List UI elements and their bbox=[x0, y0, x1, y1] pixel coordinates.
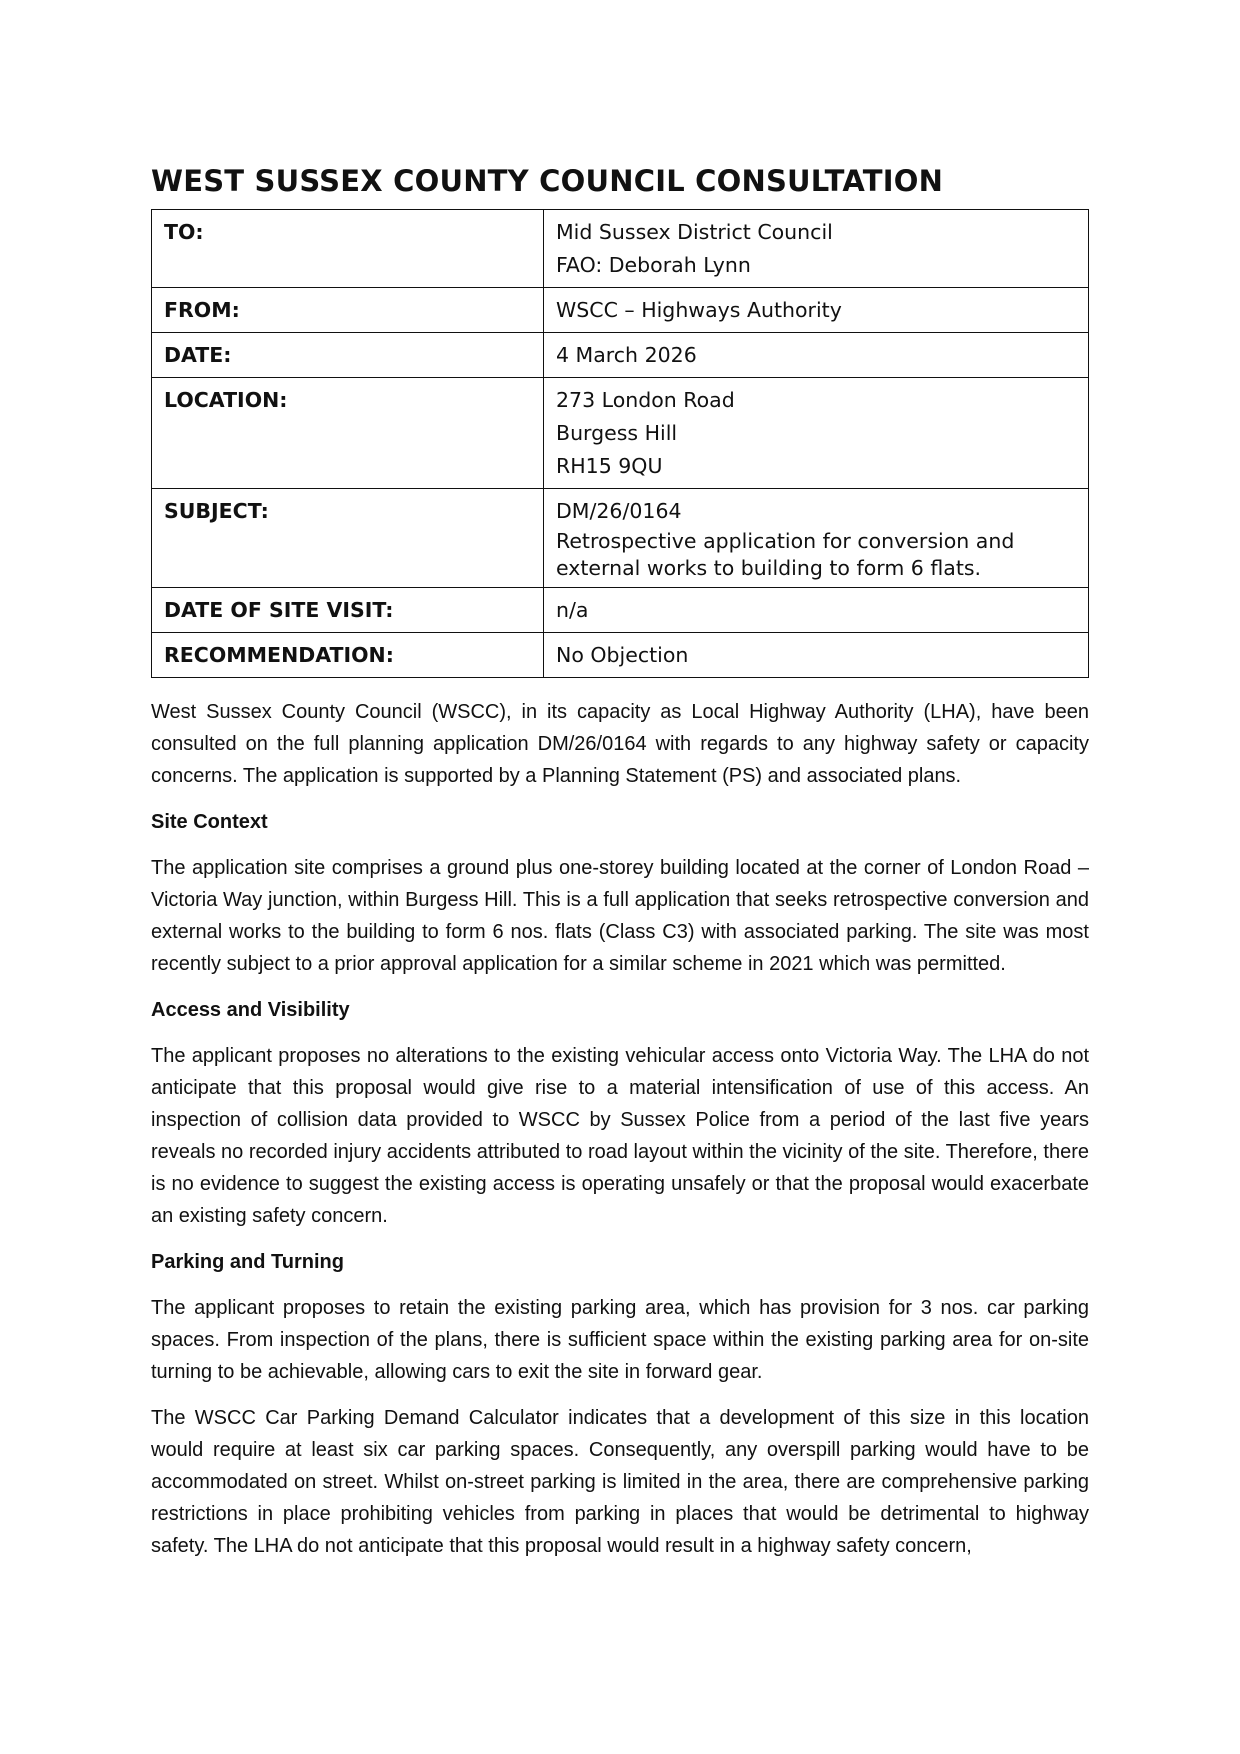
access-heading: Access and Visibility bbox=[151, 999, 350, 1021]
consultation-table bbox=[151, 209, 1089, 678]
value-line: external works to building to form 6 flats. bbox=[556, 556, 982, 580]
value-line: Burgess Hill bbox=[556, 421, 678, 445]
value-line: No Objection bbox=[556, 643, 689, 667]
row-value bbox=[544, 288, 1089, 333]
value-line: WSCC – Highways Authority bbox=[556, 298, 842, 322]
table-row-site-visit bbox=[152, 588, 1089, 633]
value-line: n/a bbox=[556, 598, 589, 622]
table-row-date bbox=[152, 333, 1089, 378]
value-line: DM/26/0164 bbox=[556, 499, 682, 523]
document-title: WEST SUSSEX COUNTY COUNCIL CONSULTATION bbox=[151, 164, 944, 198]
row-label: LOCATION: bbox=[152, 378, 544, 489]
row-value bbox=[544, 378, 1089, 489]
parking-heading: Parking and Turning bbox=[151, 1251, 344, 1273]
row-label: DATE OF SITE VISIT: bbox=[152, 588, 544, 633]
document-page bbox=[151, 161, 1089, 1562]
row-label: TO: bbox=[152, 210, 544, 288]
row-label: FROM: bbox=[152, 288, 544, 333]
value-line: RH15 9QU bbox=[556, 454, 663, 478]
row-value bbox=[544, 489, 1089, 588]
row-value bbox=[544, 633, 1089, 678]
access-paragraph: The applicant proposes no alterations to the existing vehicular access onto Victoria Way. The LHA do not anticipate that this proposal would give rise to a material intensification of use of this access. An inspection of collision data provided to WSCC by Sussex Police from a period of the last five years reveals no recorded injury accidents attributed to road layout within the vicinity of the site. Therefore, there is no evidence to suggest the existing access is operating unsafely or that the proposal would exacerbate an existing safety concern. bbox=[151, 1045, 1089, 1227]
value-line: 4 March 2026 bbox=[556, 343, 697, 367]
site-context-heading: Site Context bbox=[151, 811, 268, 833]
table-row-subject bbox=[152, 489, 1089, 588]
row-value bbox=[544, 333, 1089, 378]
site-context-paragraph: The application site comprises a ground plus one-storey building located at the corner of London Road – Victoria Way junction, within Burgess Hill. This is a full application that seeks retrospective conversion and external works to the building to form 6 nos. flats (Class C3) with associated parking. The site was most recently subject to a prior approval application for a similar scheme in 2021 which was permitted. bbox=[151, 857, 1089, 975]
row-label: RECOMMENDATION: bbox=[152, 633, 544, 678]
row-value bbox=[544, 210, 1089, 288]
value-line: 273 London Road bbox=[556, 388, 735, 412]
value-line: FAO: Deborah Lynn bbox=[556, 253, 751, 277]
table-row-recommendation bbox=[152, 633, 1089, 678]
value-line: Retrospective application for conversion and bbox=[556, 529, 1015, 553]
table-row-location bbox=[152, 378, 1089, 489]
row-label: SUBJECT: bbox=[152, 489, 544, 588]
table-row-to bbox=[152, 210, 1089, 288]
table-row-from bbox=[152, 288, 1089, 333]
intro-paragraph: West Sussex County Council (WSCC), in its capacity as Local Highway Authority (LHA), have been consulted on the full planning application DM/26/0164 with regards to any highway safety or capacity concerns. The application is supported by a Planning Statement (PS) and associated plans. bbox=[151, 701, 1089, 787]
row-value bbox=[544, 588, 1089, 633]
row-label: DATE: bbox=[152, 333, 544, 378]
value-line: Mid Sussex District Council bbox=[556, 220, 833, 244]
parking-paragraph-2: The WSCC Car Parking Demand Calculator indicates that a development of this size in this location would require at least six car parking spaces. Consequently, any overspill parking would have to be accommodated on street. Whilst on-street parking is limited in the area, there are comprehensive parking restrictions in place prohibiting vehicles from parking in places that would be detrimental to highway safety. The LHA do not anticipate that this proposal would result in a highway safety concern, bbox=[151, 1407, 1089, 1557]
parking-paragraph-1: The applicant proposes to retain the existing parking area, which has provision for 3 nos. car parking spaces. From inspection of the plans, there is sufficient space within the existing parking area for on-site turning to be achievable, allowing cars to exit the site in forward gear. bbox=[151, 1297, 1089, 1383]
